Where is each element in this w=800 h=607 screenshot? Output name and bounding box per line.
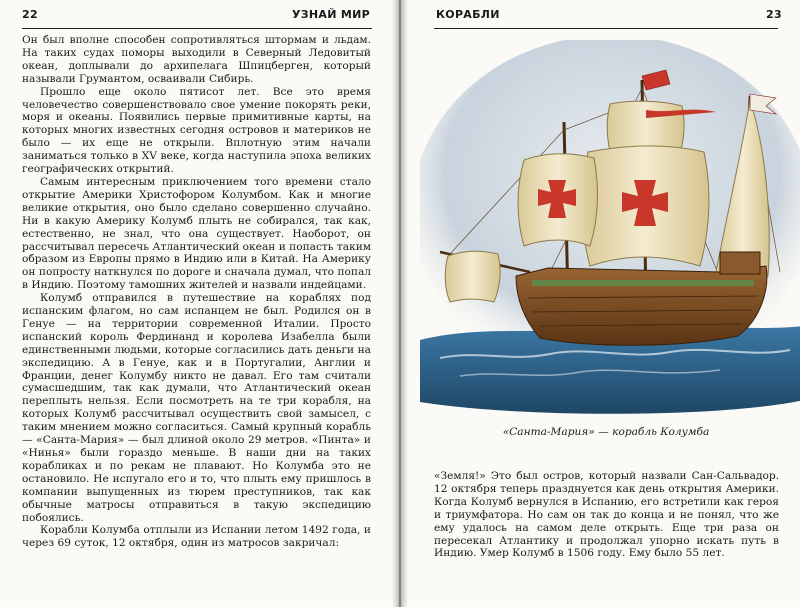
section-title: КОРАБЛИ [436,8,500,21]
left-page [0,0,396,607]
body-text [22,34,371,550]
page-number: 23 [766,8,782,21]
page-number: 22 [22,8,38,21]
body-text [434,470,779,560]
paragraph: Корабли Колумба отплыли из Испании летом 1492 года, и через 69 суток, 12 октября, один из матросов закричал: [22,524,371,550]
header-rule [22,28,372,29]
paragraph: «Земля!» Это был остров, который назвали Сан-Сальвадор. 12 октября теперь празднуется как день открытия Америки. Когда Колумб вернулся в Испанию, его встретили как героя и триумфатора. Но сам он так до конца и не понял, что же ему удалось на самом деле открыть. Еще три раза он пересекал Атлантику и продолжал упорно искать путь в Индию. Умер Колумб в 1506 году. Ему было 55 лет. [434,470,779,560]
paragraph: Он был вполне способен сопротивляться штормам и льдам. На таких судах поморы выходили в Северный Ледовитый океан, доплывали до архипелага Шпицберген, который называли Грумантом, осваивали Сибирь. [22,34,371,85]
header-rule [434,28,778,29]
paragraph: Прошло еще около пятисот лет. Все это время человечество совершенствовало свое умение покорять реки, моря и океаны. Появились первые примитивные карты, на которых многих известных сегодня островов и материков не было — их еще не открыли. Вплотную этим начали заниматься только в XV веке, когда наступила эпоха великих географических открытий. [22,85,371,176]
ship-illustration [420,40,800,418]
book-gutter [392,0,408,607]
paragraph: Колумб отправился в путешествие на кораблях под испанским флагом, но сам испанцем не был. Родился он в Генуе — на территории современной Италии. Просто испанский король Фердинанд и королева Изабелла были единственными людьми, которые согласились дать деньги на экспедицию. А в Генуе, как и в Португалии, Англии и Франции, денег Колумбу никто не давал. Его там считали сумасшедшим, так как думали, что Атлантический океан переплыть нельзя. Если посмотреть на те три корабля, на которых Колумб рассчитывал осуществить свой замысел, с таким мнением можно согласиться. Самый крупный корабль — «Санта-Мария» — был длиной около 29 метров. «Пинта» и «Нинья» были гораздо меньше. В наши дни на таких корабликах и по рекам не плавают. Но Колумба это не остановило. Не испугало его и то, что плыть ему пришлось в компании выпущенных из тюрем преступников, так как обычные матросы отправиться в такую экспедицию побоялись. [22,292,371,524]
paragraph: Самым интересным приключением того времени стало открытие Америки Христофором Колумбом. Как и многие великие открытия, оно было сделано совершенно случайно. Ни в какую Америку Колумб плыть не собирался, так как, естественно, не знал, что она существует. Наоборот, он рассчитывал пересечь Атлантический океан и попасть таким образом из Европы прямо в Индию или в Китай. На Америку он попросту наткнулся по дороге и сначала думал, что попал в Индию. Поэтому тамошних жителей и назвали индейцами. [22,175,371,292]
right-page [404,0,800,607]
stern-castle [720,252,760,274]
sprit-sail [445,251,500,302]
figure-caption: «Санта-Мария» — корабль Колумба [502,426,710,438]
hull-rail [532,280,754,286]
section-title: УЗНАЙ МИР [292,8,370,21]
hull [516,266,767,345]
